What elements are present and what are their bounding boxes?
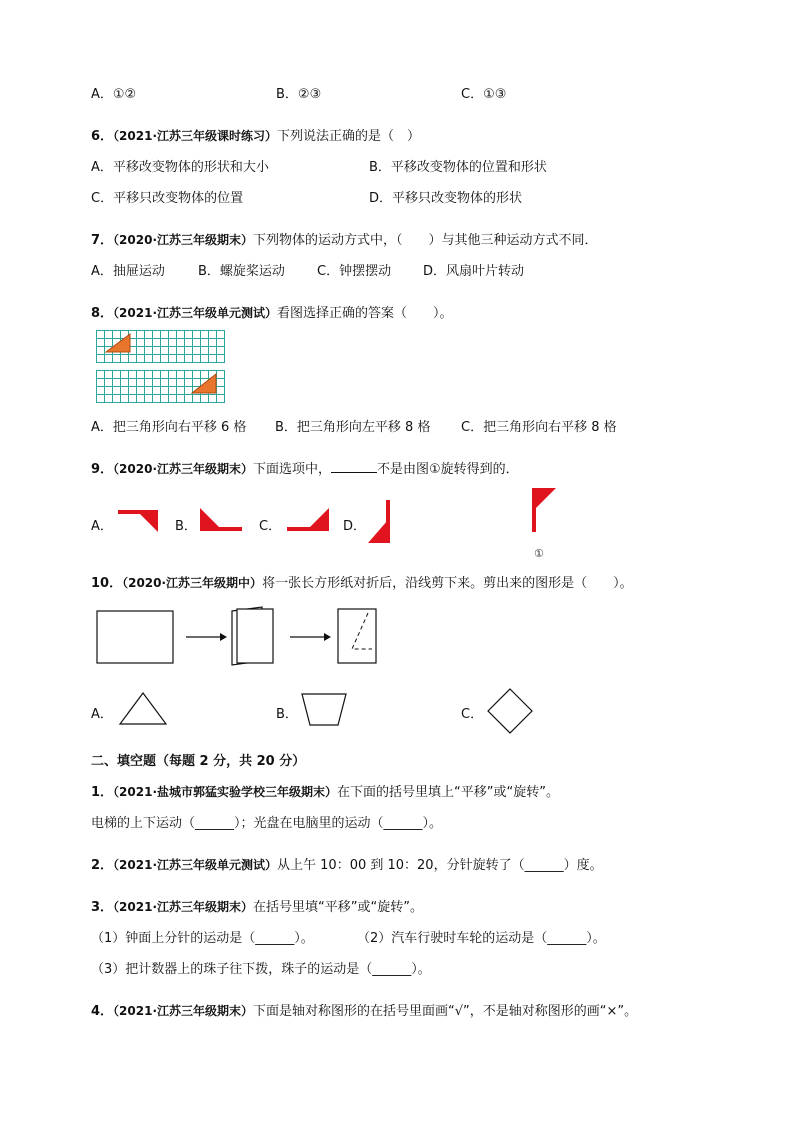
question-source: （2021·江苏三年级单元测试） — [113, 306, 278, 320]
fill-question-4 — [91, 1000, 637, 1019]
paper-rectangle — [97, 611, 173, 663]
q5-option-c[interactable]: C．①③ — [461, 87, 507, 102]
q5-option-a[interactable]: A．①② — [91, 87, 137, 102]
question-8 — [91, 302, 453, 321]
triangle-after — [192, 374, 216, 393]
fill-question-3-part-3[interactable]: （3）把计数器上的珠子往下拨，珠子的运动是（______）。 — [91, 962, 431, 977]
q10-shape-diamond — [487, 688, 535, 736]
fill-question-3-part-2[interactable]: （2）汽车行驶时车轮的运动是（______）。 — [357, 931, 606, 946]
question-text[interactable]: 从上午 10：00 到 10：20，分针旋转了（______）度。 — [277, 858, 603, 873]
fill-question-2 — [91, 854, 603, 873]
question-source: （2020·江苏三年级期末） — [113, 462, 254, 476]
q6-option-b[interactable]: B．平移改变物体的位置和形状 — [369, 160, 547, 175]
q7-option-d[interactable]: D．风扇叶片转动 — [423, 264, 525, 279]
q9-option-b[interactable]: B． — [175, 519, 197, 534]
paper-folding-figure — [96, 603, 386, 667]
question-source: （2020·江苏三年级期中） — [122, 576, 263, 590]
question-number: 1． — [91, 785, 114, 800]
question-9 — [91, 458, 519, 477]
question-text: 在下面的括号里填上“平移”或“旋转”。 — [337, 785, 559, 800]
q8-option-c[interactable]: C．把三角形向右平移 8 格 — [461, 420, 617, 435]
question-text-pre: 下面选项中， — [253, 462, 332, 477]
question-6 — [91, 125, 420, 144]
question-number: 4． — [91, 1004, 114, 1019]
q10-option-a[interactable]: A． — [91, 707, 113, 722]
question-number: 10． — [91, 576, 123, 591]
q9-shape-d — [366, 500, 392, 544]
figure-label: ① — [534, 547, 544, 560]
q6-option-a[interactable]: A．平移改变物体的形状和大小 — [91, 160, 269, 175]
q9-shape-c — [285, 508, 331, 534]
question-text: 将一张长方形纸对折后，沿线剪下来。剪出来的图形是（ ）。 — [262, 576, 633, 591]
fill-question-3 — [91, 896, 423, 915]
question-number: 6． — [91, 129, 114, 144]
question-number: 7． — [91, 233, 114, 248]
q6-option-c[interactable]: C．平移只改变物体的位置 — [91, 191, 244, 206]
arrow-icon — [186, 633, 227, 641]
question-source: （2021·江苏三年级单元测试） — [113, 858, 278, 872]
question-text: 下面是轴对称图形的在括号里面画“√”，不是轴对称图形的画“×”。 — [253, 1004, 638, 1019]
q9-original-figure — [532, 488, 560, 534]
q7-option-a[interactable]: A．抽屉运动 — [91, 264, 165, 279]
q10-option-c[interactable]: C． — [461, 707, 484, 722]
arrow-icon — [290, 633, 331, 641]
question-number: 2． — [91, 858, 114, 873]
answer-blank[interactable] — [331, 460, 377, 473]
q10-option-b[interactable]: B． — [276, 707, 298, 722]
q10-shape-triangle — [118, 691, 168, 727]
q8-option-a[interactable]: A．把三角形向右平移 6 格 — [91, 420, 247, 435]
triangle-before — [106, 334, 130, 352]
q9-shape-a — [118, 510, 162, 536]
question-source: （2020·江苏三年级期末） — [113, 233, 254, 247]
q5-option-b[interactable]: B．②③ — [276, 87, 322, 102]
q10-shape-trapezoid — [300, 692, 350, 728]
question-text: 看图选择正确的答案（ ）。 — [277, 306, 453, 321]
question-10 — [91, 572, 633, 591]
q9-option-a[interactable]: A． — [91, 519, 113, 534]
folded-paper — [232, 607, 273, 665]
question-source: （2021·江苏三年级期末） — [113, 900, 254, 914]
question-source: （2021·盐城市郭猛实验学校三年级期末） — [113, 785, 338, 799]
question-source: （2021·江苏三年级课时练习） — [113, 129, 278, 143]
q9-shape-b — [198, 508, 244, 534]
q9-option-c[interactable]: C． — [259, 519, 282, 534]
cut-line — [352, 613, 372, 649]
fill-question-1 — [91, 781, 559, 800]
question-number: 9． — [91, 462, 114, 477]
q7-option-c[interactable]: C．钟摆摆动 — [317, 264, 392, 279]
translation-grid-figure — [96, 330, 226, 402]
q9-option-d[interactable]: D． — [343, 519, 367, 534]
section-title: 二、填空题（每题 2 分，共 20 分） — [91, 754, 306, 769]
q7-option-b[interactable]: B．螺旋桨运动 — [198, 264, 285, 279]
question-source: （2021·江苏三年级期末） — [113, 1004, 254, 1018]
folded-paper-with-cut — [338, 609, 376, 663]
fill-question-3-part-1[interactable]: （1）钟面上分针的运动是（______）。 — [91, 931, 314, 946]
q6-option-d[interactable]: D．平移只改变物体的形状 — [369, 191, 523, 206]
question-7 — [91, 229, 598, 248]
fill-question-1-line[interactable]: 电梯的上下运动（______）；光盘在电脑里的运动（______）。 — [91, 816, 443, 831]
question-text: 在括号里填“平移”或“旋转”。 — [253, 900, 423, 915]
q8-option-b[interactable]: B．把三角形向左平移 8 格 — [275, 420, 431, 435]
question-number: 3． — [91, 900, 114, 915]
question-text: 下列物体的运动方式中，（ ）与其他三种运动方式不同． — [253, 233, 598, 248]
question-number: 8． — [91, 306, 114, 321]
question-text: 下列说法正确的是（ ） — [277, 129, 421, 144]
question-text-post: 不是由图①旋转得到的． — [377, 462, 519, 477]
